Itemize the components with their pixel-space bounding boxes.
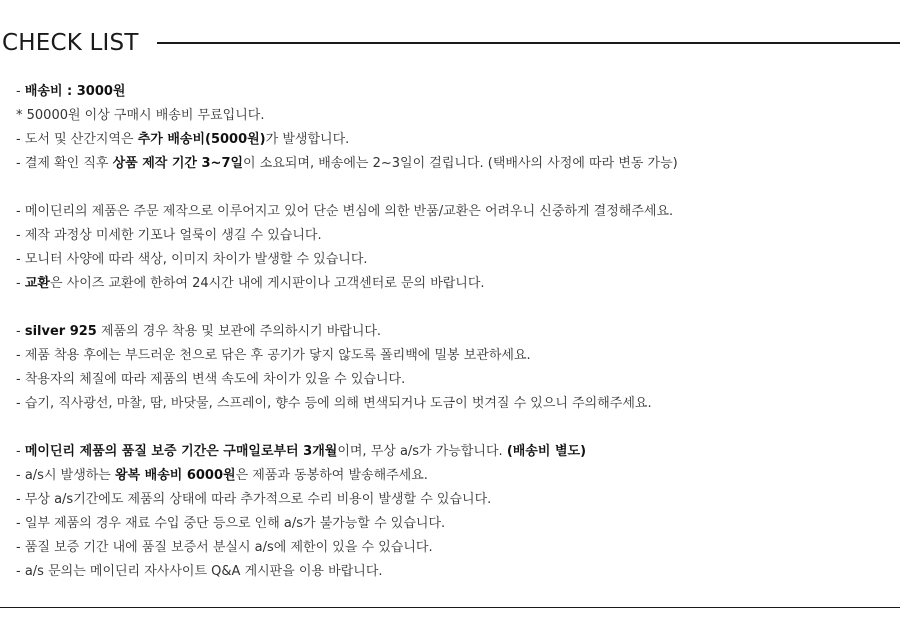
item-text: 은 사이즈 교환에 한하여 24시간 내에 게시판이나 고객센터로 문의 바랍니다. (49, 276, 485, 291)
item-text: - (16, 276, 25, 291)
emphasis-text: 추가 배송비(5000원) (137, 132, 266, 147)
checklist-item (16, 152, 896, 176)
item-text: - a/s시 발생하는 (16, 468, 115, 483)
checklist-item (16, 560, 896, 584)
item-text: - 무상 a/s기간에도 제품의 상태에 따라 추가적으로 수리 비용이 발생할 수 있습니다. (16, 492, 492, 507)
item-text: - (16, 84, 25, 99)
item-text: - 착용자의 체질에 따라 제품의 변색 속도에 차이가 있을 수 있습니다. (16, 372, 406, 387)
checklist-item (16, 464, 896, 488)
item-text: - (16, 444, 25, 459)
checklist-item (16, 272, 896, 296)
item-text: 가 발생합니다. (265, 132, 350, 147)
page-title: CHECK LIST (2, 30, 139, 56)
checklist-item (16, 368, 896, 392)
checklist-item (16, 128, 896, 152)
emphasis-text: 상품 제작 기간 3~7일 (112, 156, 244, 171)
checklist-item (16, 440, 896, 464)
checklist-item (16, 80, 896, 104)
item-text: 이며, 무상 a/s가 가능합니다. (337, 444, 507, 459)
emphasis-text: silver 925 (24, 324, 97, 339)
item-text: 은 제품과 동봉하여 발송해주세요. (235, 468, 428, 483)
item-text: - 제작 과정상 미세한 기포나 얼룩이 생길 수 있습니다. (16, 228, 322, 243)
checklist-item (16, 488, 896, 512)
item-text: - 도서 및 산간지역은 (16, 132, 138, 147)
checklist-content (16, 80, 896, 584)
item-text: - 습기, 직사광선, 마찰, 땀, 바닷물, 스프레이, 향수 등에 의해 변색되거나 도금이 벗겨질 수 있으니 주의해주세요. (16, 396, 652, 411)
checklist-section (16, 200, 896, 296)
checklist-section (16, 440, 896, 584)
item-text: - 품질 보증 기간 내에 품질 보증서 분실시 a/s에 제한이 있을 수 있습니다. (16, 540, 433, 555)
checklist-section (16, 320, 896, 416)
checklist-header (2, 28, 900, 58)
checklist-item (16, 512, 896, 536)
checklist-item (16, 536, 896, 560)
emphasis-text: 배송비 : 3000원 (24, 84, 126, 99)
item-text: - 메이딘리의 제품은 주문 제작으로 이루어지고 있어 단순 변심에 의한 반품/교환은 어려우니 신중하게 결정해주세요. (16, 204, 674, 219)
emphasis-text: 왕복 배송비 6000원 (115, 468, 236, 483)
item-text: - 일부 제품의 경우 재료 수입 중단 등으로 인해 a/s가 불가능할 수 있습니다. (16, 516, 446, 531)
checklist-item (16, 200, 896, 224)
item-text: 이 소요되며, 배송에는 2~3일이 걸립니다. (택배사의 사정에 따라 변동 가능) (243, 156, 678, 171)
bottom-divider (0, 607, 900, 608)
checklist-item (16, 392, 896, 416)
checklist-item (16, 224, 896, 248)
item-text: 제품의 경우 착용 및 보관에 주의하시기 바랍니다. (96, 324, 382, 339)
checklist-item (16, 104, 896, 128)
emphasis-text: 교환 (24, 276, 50, 291)
checklist-item (16, 320, 896, 344)
item-text: - (16, 324, 25, 339)
item-text: * 50000원 이상 구매시 배송비 무료입니다. (16, 108, 265, 123)
item-text: - 결제 확인 직후 (16, 156, 113, 171)
checklist-section (16, 80, 896, 176)
item-text: - 모니터 사양에 따라 색상, 이미지 차이가 발생할 수 있습니다. (16, 252, 368, 267)
checklist-item (16, 248, 896, 272)
emphasis-text: (배송비 별도) (506, 444, 587, 459)
checklist-item (16, 344, 896, 368)
item-text: - a/s 문의는 메이딘리 자사사이트 Q&A 게시판을 이용 바랍니다. (16, 564, 383, 579)
title-divider (157, 42, 900, 44)
emphasis-text: 메이딘리 제품의 품질 보증 기간은 구매일로부터 3개월 (24, 444, 338, 459)
item-text: - 제품 착용 후에는 부드러운 천으로 닦은 후 공기가 닿지 않도록 폴리백에 밀봉 보관하세요. (16, 348, 531, 363)
